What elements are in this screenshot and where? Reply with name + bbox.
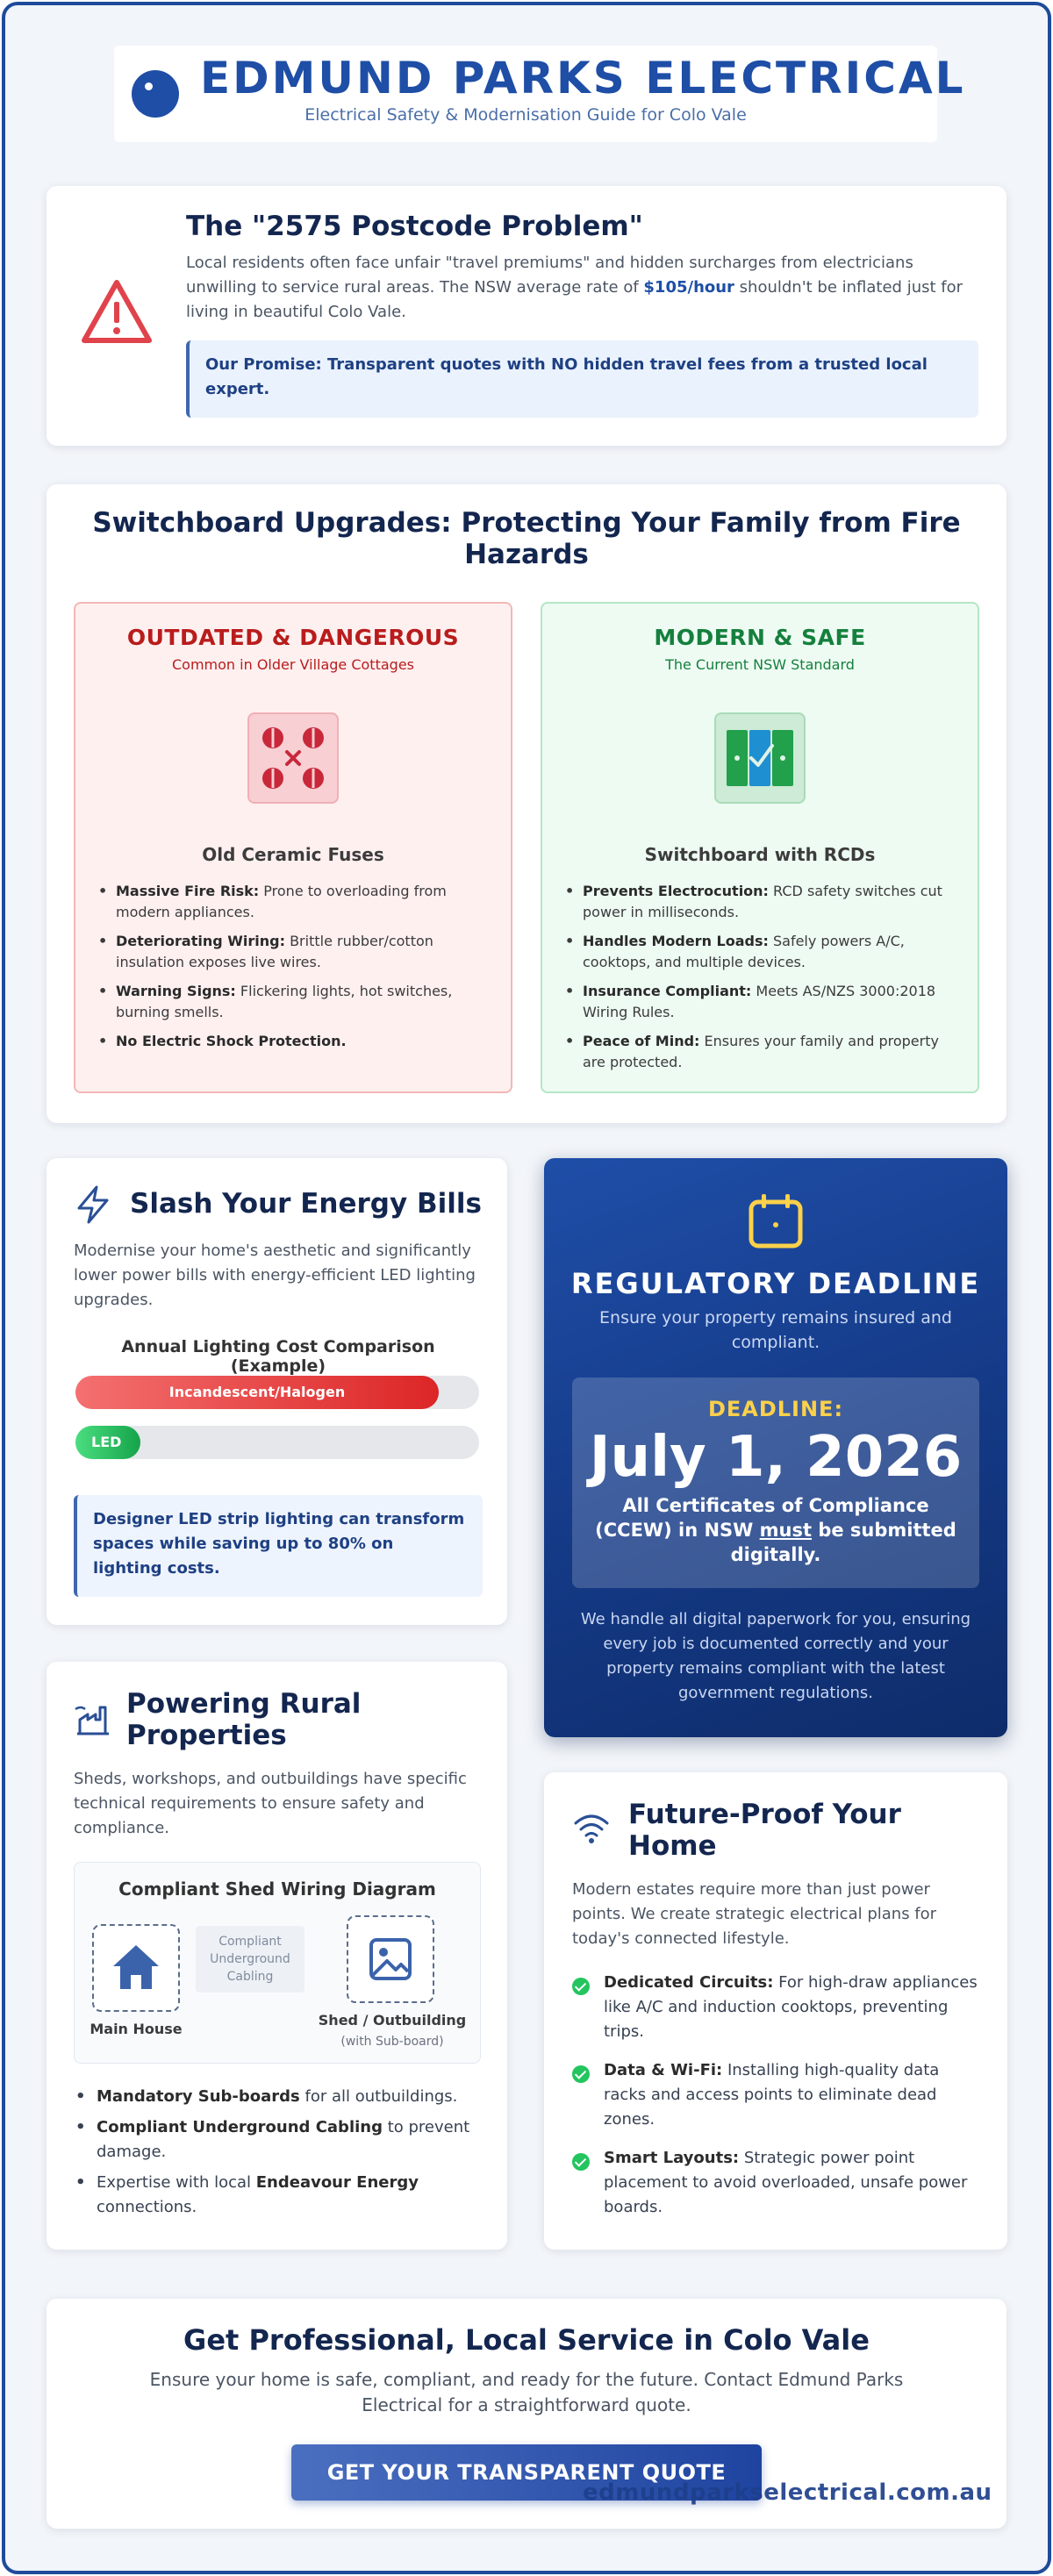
rate-highlight: $105/hour — [643, 278, 734, 297]
list-item: • Mandatory Sub-boards for all outbuildings. — [74, 2085, 486, 2109]
list-item: • Expertise with local Endeavour Energy connections. — [74, 2171, 486, 2220]
problem-text: Local residents often face unfair "travel premiums" and hidden surcharges from electricians unwilling to service rural areas. The NSW average rate of $105/hour shouldn't be inflated just for living in beautiful Colo Vale. — [186, 254, 963, 321]
list-item: Data & Wi-Fi: Installing high-quality data racks and access points to eliminate dead zones. — [604, 2061, 940, 2129]
rcd-switchboard-icon — [714, 712, 806, 804]
outdated-list — [97, 881, 493, 1060]
deadline-date: July 1, 2026 — [589, 1425, 963, 1490]
brand-tagline: Electrical Safety & Modernisation Guide for Colo Vale — [304, 105, 747, 125]
deadline-requirement: All Certificates of Compliance (CCEW) in NSW must be submitted digitally. — [595, 1495, 956, 1565]
rural-title: Powering Rural Properties — [126, 1688, 362, 1751]
check-icon — [572, 2065, 590, 2083]
main-house-label: Main House — [90, 2021, 183, 2037]
cta-title: Get Professional, Local Service in Colo Vale — [183, 2323, 870, 2357]
energy-title: Slash Your Energy Bills — [130, 1188, 482, 1220]
promise-callout: Our Promise: Transparent quotes with NO hidden travel fees from a trusted local expert. — [186, 340, 978, 418]
deadline-footer: We handle all digital paperwork for you, ensuring every job is documented correctly and your property remains compliant with the latest government regulations. — [580, 1610, 971, 1702]
website-link[interactable]: edmundparkselectrical.com.au — [583, 2479, 992, 2506]
regulatory-deadline-card — [544, 1158, 1007, 1737]
outdated-column — [74, 602, 512, 1093]
energy-text: Modernise your home's aesthetic and significantly lower power bills with energy-efficient LED lighting upgrades. — [74, 1241, 476, 1309]
house-icon — [94, 1926, 178, 2010]
future-title: Future-Proof Your Home — [628, 1799, 901, 1862]
calendar-icon — [744, 1190, 807, 1253]
list-item: • Insurance Compliant: Meets AS/NZS 3000:2018 Wiring Rules. — [563, 981, 960, 1023]
comparison-title: Annual Lighting Cost Comparison (Example) — [121, 1337, 435, 1376]
led-bar: LED — [75, 1426, 140, 1459]
wifi-icon — [572, 1811, 611, 1846]
led-bar-track — [75, 1426, 479, 1459]
modern-column — [541, 602, 979, 1093]
check-icon — [572, 2153, 590, 2171]
main-house-box — [92, 1924, 180, 2012]
warning-triangle-icon — [79, 277, 154, 346]
rural-text: Sheds, workshops, and outbuildings have specific technical requirements to ensure safety and compliance. — [74, 1770, 467, 1837]
modern-list — [563, 881, 960, 1081]
modern-heading: MODERN & SAFE — [654, 625, 866, 650]
outdated-subheading: Common in Older Village Cottages — [172, 656, 414, 673]
diagram-title: Compliant Shed Wiring Diagram — [118, 1878, 436, 1900]
list-item: Dedicated Circuits: For high-draw appliances like A/C and induction cooktops, preventing trips. — [604, 1973, 978, 2041]
list-item: • Prevents Electrocution: RCD safety switches cut power in milliseconds. — [563, 881, 960, 923]
factory-icon — [74, 1702, 112, 1737]
list-item: • Warning Signs: Flickering lights, hot switches, burning smells. — [97, 981, 493, 1023]
future-text: Modern estates require more than just power points. We create strategic electrical plans for today's connected lifestyle. — [572, 1880, 937, 1948]
list-item: • Compliant Underground Cabling to prevent damage. — [74, 2115, 486, 2165]
modern-subheading: The Current NSW Standard — [665, 656, 855, 673]
lightning-bolt-icon — [74, 1184, 112, 1225]
shed-image-icon — [348, 1917, 433, 2001]
incandescent-bar-track — [75, 1376, 479, 1409]
check-icon — [572, 1978, 590, 1995]
deadline-box — [572, 1377, 979, 1588]
outdated-heading: OUTDATED & DANGEROUS — [126, 625, 460, 650]
problem-title: The "2575 Postcode Problem" — [186, 211, 643, 242]
list-item: • Handles Modern Loads: Safely powers A/C, cooktops, and multiple devices. — [563, 931, 960, 973]
shed-label: Shed / Outbuilding — [318, 2012, 467, 2029]
modern-label: Switchboard with RCDs — [644, 844, 876, 865]
shed-sublabel: (with Sub-board) — [340, 2035, 444, 2049]
deadline-label: DEADLINE: — [707, 1397, 844, 1421]
list-item: • Peace of Mind: Ensures your family and property are protected. — [563, 1031, 960, 1073]
ceramic-fuse-icon — [247, 712, 339, 804]
list-item: • No Electric Shock Protection. — [97, 1031, 493, 1052]
underground-cable-label: Compliant Underground Cabling — [196, 1926, 304, 1993]
list-item: • Massive Fire Risk: Prone to overloading from modern appliances. — [97, 881, 493, 923]
deadline-title: REGULATORY DEADLINE — [570, 1267, 981, 1300]
rural-list — [74, 2085, 486, 2226]
cta-text: Ensure your home is safe, compliant, and ready for the future. Contact Edmund Parks Electrical for a straightforward quote. — [149, 2369, 904, 2415]
shed-box — [347, 1915, 434, 2003]
deadline-subtitle: Ensure your property remains insured and compliant. — [599, 1308, 952, 1352]
shed-wiring-diagram — [74, 1862, 481, 2064]
switchboard-title: Switchboard Upgrades: Protecting Your Family from Fire Hazards — [92, 507, 961, 570]
get-quote-button[interactable]: GET YOUR TRANSPARENT QUOTE — [291, 2444, 762, 2501]
outdated-label: Old Ceramic Fuses — [202, 844, 384, 865]
brand-title: EDMUND PARKS ELECTRICAL — [200, 53, 966, 104]
led-savings-note: Designer LED strip lighting can transform spaces while saving up to 80% on lighting costs. — [74, 1495, 483, 1597]
incandescent-bar: Incandescent/Halogen — [75, 1376, 439, 1409]
list-item: Smart Layouts: Strategic power point placement to avoid overloaded, unsafe power boards. — [604, 2149, 968, 2216]
list-item: • Deteriorating Wiring: Brittle rubber/cotton insulation exposes live wires. — [97, 931, 493, 973]
